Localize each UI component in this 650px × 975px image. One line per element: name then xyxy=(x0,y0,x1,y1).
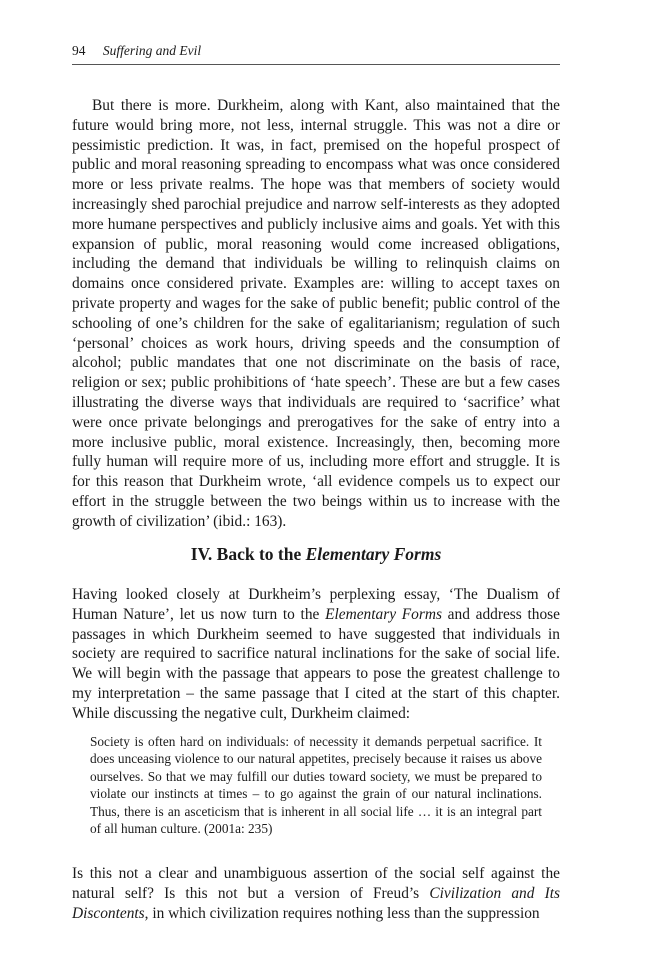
paragraph-3-text xyxy=(72,864,560,923)
paragraph-1-text: But there is more. Durkheim, along with Kant, also maintained that the future would bring more, not less, internal struggle. This was not a dire or pessimistic prediction. It was, in fact, premised on the hopeful prospect of public and moral reasoning spreading to encompass what was once considered more or less private realms. The hope was that members of society would increasingly shed parochial prejudice and narrow self-interests as they adopted more humane perspectives and publicly inclusive aims and goals. Yet with this expansion of public, moral reasoning would come increased obligations, including the demand that individuals be willing to relinquish claims on domains once considered private. Examples are: willing to accept taxes on private property and wages for the sake of public benefit; public control of the schooling of one’s children for the sake of egalitarianism; regulation of such ‘personal’ choices as work hours, driving speeds and the consumption of alcohol; public mandates that one not discriminate on the basis of race, religion or sex; public prohibitions of ‘hate speech’. These are but a few cases illustrating the diverse ways that individuals are required to ‘sacrifice’ what were once private belongings and prerogatives for the sake of entry into a more inclusive public, moral existence. Increasingly, then, becoming more fully human will require more of us, including more effort and struggle. It is for this reason that Durkheim wrote, ‘all evidence compels us to expect our effort in the struggle between the two beings within us to increase with the growth of civilization’ (ibid.: 163). xyxy=(72,97,560,530)
block-quote-text: Society is often hard on individuals: of necessity it demands perpetual sacrifice. It does unceasing violence to our natural appetites, precisely because it raises us above ourselves. So that we may fulfill our duties toward society, we must be prepared to violate our instincts at times – to go against the grain of our natural inclinations. Thus, there is an asceticism that is inherent in all social life … it is an integral part of all human culture. (2001a: 235) xyxy=(90,734,542,837)
block-quote xyxy=(90,733,542,837)
paragraph-2-book-title: Elementary Forms xyxy=(325,605,442,623)
paragraph-3-part-2: , in which civilization requires nothing less than the suppression xyxy=(144,904,540,922)
paragraph-2-part-2: and address those passages in which Durkheim seemed to have suggested that individuals in society are required to sacrifice natural inclinations for the sake of social life. We will begin with the passage that appears to pose the greatest challenge to my interpretation – the same passage that I cited at the start of this chapter. While discussing the negative cult, Durkheim claimed: xyxy=(72,605,560,722)
paragraph-3-part-1: Is this not a clear and unambiguous assertion of the social self against the natural self? Is this not but a version of Freud’s xyxy=(72,865,560,902)
paragraph-3-book-title: Civilization and Its Discontents xyxy=(72,884,560,922)
paragraph-2-part-1: Having looked closely at Durkheim’s perplexing essay, ‘The Dualism of Human Nature’, let us now turn to the xyxy=(72,586,560,623)
running-header xyxy=(72,42,560,60)
paragraph-1 xyxy=(72,96,560,532)
header-rule xyxy=(72,64,560,65)
page-number: 94 xyxy=(72,43,86,58)
section-heading xyxy=(72,543,560,565)
running-title: Suffering and Evil xyxy=(102,43,202,58)
paragraph-2 xyxy=(72,585,560,724)
paragraph-3 xyxy=(72,864,560,923)
paragraph-2-text xyxy=(72,585,560,724)
section-number: IV. xyxy=(190,544,213,564)
section-title: Back to the xyxy=(216,544,302,564)
section-title-italic: Elementary Forms xyxy=(305,544,442,564)
